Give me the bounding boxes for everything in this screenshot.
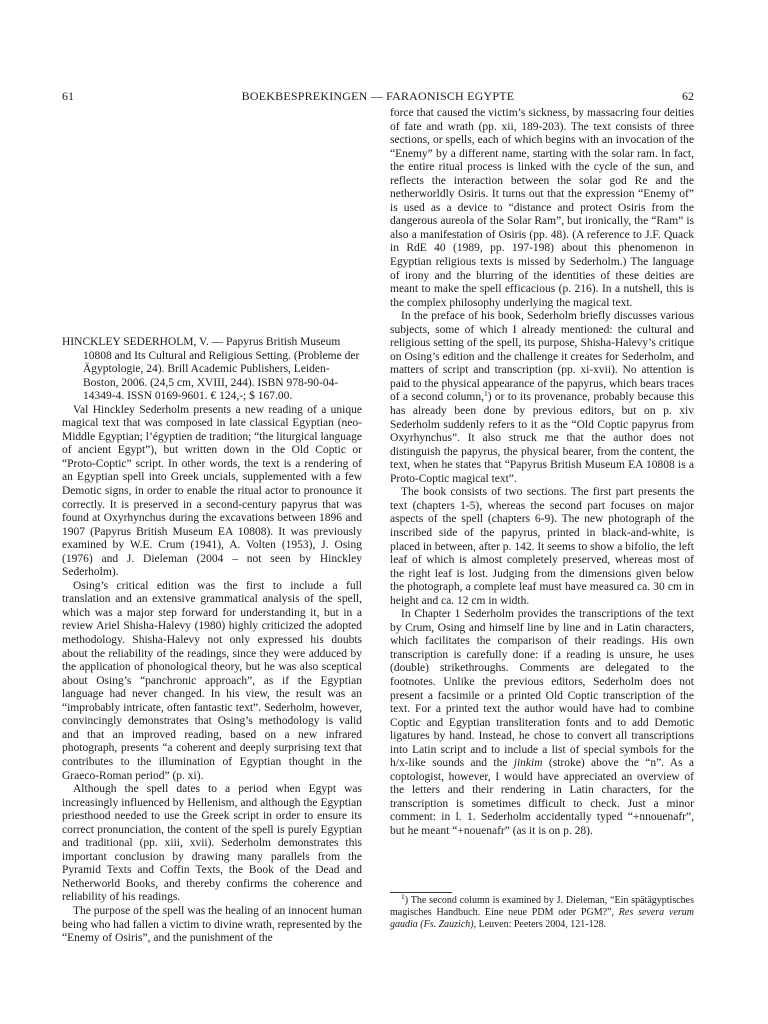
- paragraph: Osing’s critical edition was the first to include a full translation and an extensive grammatical analysis of the spell, which was a major step forward for understanding it, but in a review Ariel Shisha-Halevy (1980) highly criticized the adopted methodology. Shisha-Halevy not only expressed his doubts about the reliability of the readings, since they were adduced by the application of phonological theory, but he was also sceptical about Osing’s “panchronic approach”, as if the Egyptian language had never changed. In his view, the result was an “improbably intricate, often fantastic text”. Sederholm, however, convincingly demonstrates that Osing’s methodology is valid and that an improved reading, based on a new infrared photograph, presents “a coherent and deeply surprising text that contributes to the illumination of Egyptian thought in the Graeco-Roman period” (p. xi).: [62, 579, 362, 782]
- footnote-reference[interactable]: 1: [483, 389, 488, 399]
- paragraph-text: (stroke) above the “n”. As a coptologist, however, I would have appreciated an overview of the letters and their rendering in Latin characters, for the transcription is sometimes difficult to check. Just a minor comment: in l. 1. Sederholm accidentally typed “+nnouenafr”, but he meant “+nouenafr” (as it is on p. 28).: [390, 757, 694, 837]
- footnote-italic-title: Res severa verum gaudia (Fs. Zauzich): [390, 907, 694, 931]
- paragraph-text: In Chapter 1 Sederholm provides the transcriptions of the text by Crum, Osing and himself line by line and in Latin characters, which facilitates the comparison of their readings. His own transcription is carefully done: if a reading is unsure, he uses (double) strikethroughs. Comments are delegated to the footnotes. Unlike the previous editors, Sederholm does not present a facsimile or a printed Old Coptic transcription of the text. For a printed text the author would have had to combine Coptic and Egyptian transliteration fonts and to add Demotic ligatures by hand. Instead, he chose to convert all transcriptions into Latin script and to include a list of special symbols for the h/x-like sounds and the: [390, 608, 694, 770]
- paragraph-text: In the preface of his book, Sederholm briefly discusses various subjects, some of which I already mentioned: the cultural and religious setting of the spell, its purpose, Shisha-Halevy’s critique on Osing’s edition and the challenge it creates for Sederholm, and matters of script and transcription (pp. xi-xvii). No attention is paid to the physical appearance of the papyrus, which bears traces of a second column,: [390, 310, 694, 404]
- italic-term: jinkim: [513, 757, 543, 770]
- paragraph: The book consists of two sections. The first part presents the text (chapters 1-5), whereas the second part focuses on major aspects of the spell (chapters 6-9). The new photograph of the inscribed side of the papyrus, printed in black-and-white, is placed in between, after p. 142. It seems to show a bifolio, the left leaf of which is almost completely preserved, whereas most of the right leaf is lost. Judging from the dimensions given below the photograph, a complete leaf must have measured ca. 30 cm in height and ca. 12 cm in width.: [390, 486, 694, 607]
- paragraph-text: ) or to its provenance, probably because this has already been done by previous editors, but on p. xiv Sederholm suddenly refers to it as the “Old Coptic papyrus from Oxyrhynchus”. It also struck me that the author does not distinguish the papyrus, the physical bearer, from the content, the text, when he states that “Papyrus British Museum EA 10808 is a Proto-Coptic magical text”.: [390, 391, 694, 485]
- running-header: [62, 88, 694, 104]
- footnote-rule: [390, 892, 452, 893]
- paragraph: The purpose of the spell was the healing of an innocent human being who had fallen a victim to divine wrath, represented by the “Enemy of Osiris”, and the punishment of the: [62, 904, 362, 945]
- footnote-body: ) The second column is examined by J. Dieleman, “Ein spätägyptisches magisches Handbuch. Eine neue PDM oder PGM?”,: [390, 895, 694, 919]
- paragraph: Although the spell dates to a period when Egypt was increasingly influenced by Hellenism, and although the Egyptian priesthood needed to use the Greek script in order to ensure its correct pronunciation, the content of the spell is purely Egyptian and traditional (pp. xiii, xvii). Sederholm demonstrates this important conclusion by drawing many parallels from the Pyramid Texts and Coffin Texts, the Book of the Dead and Netherworld Books, and thereby confirms the coherence and reliability of his readings.: [62, 783, 362, 904]
- footnote-marker: 1: [401, 892, 405, 901]
- page-number-right: 62: [682, 89, 694, 103]
- footnote: [390, 892, 694, 932]
- right-column: [390, 107, 694, 839]
- paragraph: Val Hinckley Sederholm presents a new reading of a unique magical text that was composed in late classical Egyptian (neo-Middle Egyptian; l’égyptien de tradition; “the liturgical language of ancient Egypt”), but written down in the Old Coptic or “Proto-Coptic” script. In other words, the text is a rendering of an Egyptian spell into Greek uncials, supplemented with a few Demotic signs, in order to enable the ritual actor to pronounce it correctly. It is preserved in a second-century papyrus that was found at Oxyrhynchus during the excavations between 1896 and 1907 (Papyrus British Museum EA 10808). It was previously examined by W.E. Crum (1941), A. Volten (1953), J. Osing (1976) and J. Dieleman (2004 – not seen by Hinckley Sederholm).: [62, 403, 362, 579]
- paragraph: [390, 608, 694, 838]
- footnote-body: , Leuven: Peeters 2004, 121-128.: [473, 919, 607, 931]
- paragraph: [390, 310, 694, 486]
- bibliographic-entry: HINCKLEY SEDERHOLM, V. — Papyrus British Museum 10808 and Its Cultural and Religious Setting. (Probleme der Ägyptologie, 24). Brill Academic Publishers, Leiden-Boston, 2006. (24,5 cm, XVIII, 244). ISBN 978-90-04-14349-4. ISSN 0169-9601. € 124,-; $ 167.00.: [62, 336, 360, 403]
- footnote-text: [390, 892, 694, 932]
- left-column: [62, 336, 362, 946]
- running-title: BOEKBESPREKINGEN — FARAONISCH EGYPTE: [241, 89, 515, 103]
- page-number-left: 61: [62, 89, 74, 103]
- paragraph: force that caused the victim’s sickness, by massacring four deities of fate and wrath (pp. xii, 189-203). The text consists of three sections, or spells, each of which begins with an invocation of the “Enemy” by a different name, starting with the solar ram. In fact, the entire ritual process is linked with the cycle of the sun, and reflects the interaction between the solar god Re and the netherworldly Osiris. It turns out that the expression “Enemy of” is used as a device to “distance and protect Osiris from the dangerous aureola of the Solar Ram”, but ironically, the “Ram” is also a manifestation of Osiris (pp. 48). (A reference to J.F. Quack in RdE 40 (1989, pp. 197-198) about this phenomenon in Egyptian religious texts is missed by Sederholm.) The language of irony and the blurring of the identities of these deities are meant to make the spell efficacious (p. 216). In a nutshell, this is the complex philosophy underlying the magical text.: [390, 107, 694, 309]
